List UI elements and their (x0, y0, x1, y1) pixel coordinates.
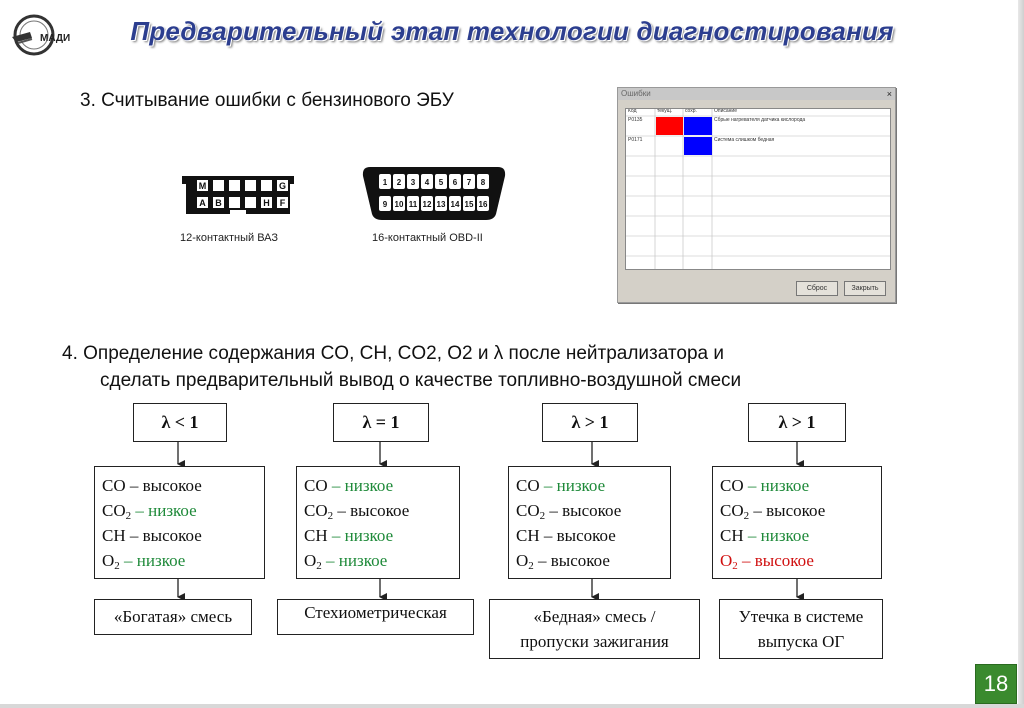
logo-text: МАДИ (40, 33, 71, 44)
gas-row: $CO_2$ – высокое (304, 501, 410, 522)
gas-row: $O_2$ – высокое (720, 551, 814, 572)
gas-row: CO – низкое (304, 476, 394, 495)
error-window-title: Ошибки (621, 89, 651, 98)
pin-label: 15 (464, 200, 474, 209)
close-icon[interactable]: × (886, 89, 892, 99)
lambda-box: λ > 1 (542, 403, 638, 442)
pin-label: 10 (394, 200, 404, 209)
gas-row: CO – низкое (720, 476, 810, 495)
result-text: «Богатая» смесь (113, 607, 233, 626)
pin-label: M (198, 181, 207, 191)
pin-label: A (199, 198, 206, 208)
pin-label: 3 (410, 178, 416, 187)
result-text: Стехиометрическая (304, 603, 447, 622)
gas-row: CH – низкое (720, 526, 810, 545)
col-header-description: Описание (714, 108, 738, 114)
gas-content-box (94, 466, 265, 579)
gas-row: $CO_2$ – низкое (102, 501, 197, 522)
connector-vaz-label: 12-контактный ВАЗ (180, 232, 279, 244)
pin-label: G (278, 181, 287, 191)
gas-row: CH – низкое (304, 526, 394, 545)
gas-row: $CO_2$ – высокое (720, 501, 826, 522)
gas-row: $CO_2$ – высокое (516, 501, 622, 522)
gas-row: CO – высокое (102, 476, 202, 495)
pin-label: 5 (438, 178, 444, 187)
page-number-badge: 18 (975, 664, 1017, 704)
pin-label: 12 (422, 200, 432, 209)
lambda-box: λ > 1 (748, 403, 846, 442)
gas-content-box (508, 466, 671, 579)
step-4-line-1: 4. Определение содержания CO, CH, CO2, O2 и λ после нейтрализатора и (62, 343, 724, 364)
gas-content-box (296, 466, 460, 579)
pin-label: 14 (450, 200, 460, 209)
gas-row: $O_2$ – низкое (102, 551, 186, 572)
pin-label: 13 (436, 200, 446, 209)
pin-label: B (215, 198, 222, 208)
reset-button[interactable]: Сброс (796, 281, 838, 296)
gas-row: $O_2$ – высокое (516, 551, 610, 572)
close-button[interactable]: Закрыть (844, 281, 886, 296)
row-description: Сбрые нагревателя датчика кислорода (714, 117, 806, 123)
slide-title: Предварительный этап технологии диагностирования (130, 16, 894, 46)
pin-label: 7 (466, 178, 472, 187)
pin-label: F (279, 198, 286, 208)
gas-content-box (712, 466, 882, 579)
gas-row: CH – высокое (102, 526, 202, 545)
result-box (719, 599, 883, 659)
step-3-heading: 3. Считывание ошибки с бензинового ЭБУ (80, 90, 454, 111)
result-box (94, 599, 252, 635)
row-description: Система слишком бедная (714, 137, 775, 143)
result-text: выпуска ОГ (757, 632, 845, 651)
row-code: P0135 (628, 117, 643, 123)
result-box (277, 599, 474, 635)
step-4-line-2: сделать предварительный вывод о качестве топливно-воздушной смеси (100, 370, 742, 391)
pin-label: 11 (408, 200, 418, 209)
pin-label: 2 (396, 178, 402, 187)
pin-label: 1 (382, 178, 388, 187)
result-box (489, 599, 700, 659)
lambda-box: λ = 1 (333, 403, 429, 442)
pin-label: 6 (452, 178, 458, 187)
pin-label: 8 (480, 178, 486, 187)
col-header-code: Код (628, 108, 637, 114)
gas-row: CO – низкое (516, 476, 606, 495)
pin-label: H (263, 198, 270, 208)
result-text: пропуски зажигания (520, 632, 669, 651)
connector-obd2-label: 16-контактный OBD-II (372, 232, 483, 244)
col-header-saved: сохр. (685, 108, 697, 114)
gas-row: CH – высокое (516, 526, 616, 545)
pin-label: 4 (424, 178, 430, 187)
gas-row: $O_2$ – низкое (304, 551, 388, 572)
lambda-box: λ < 1 (133, 403, 227, 442)
result-text: «Бедная» смесь / (533, 607, 656, 626)
pin-label: 16 (478, 200, 488, 209)
row-code: P0171 (628, 137, 643, 143)
col-header-current: текущ. (657, 108, 673, 114)
result-text: Утечка в системе (738, 607, 864, 626)
pin-label: 9 (382, 200, 388, 209)
